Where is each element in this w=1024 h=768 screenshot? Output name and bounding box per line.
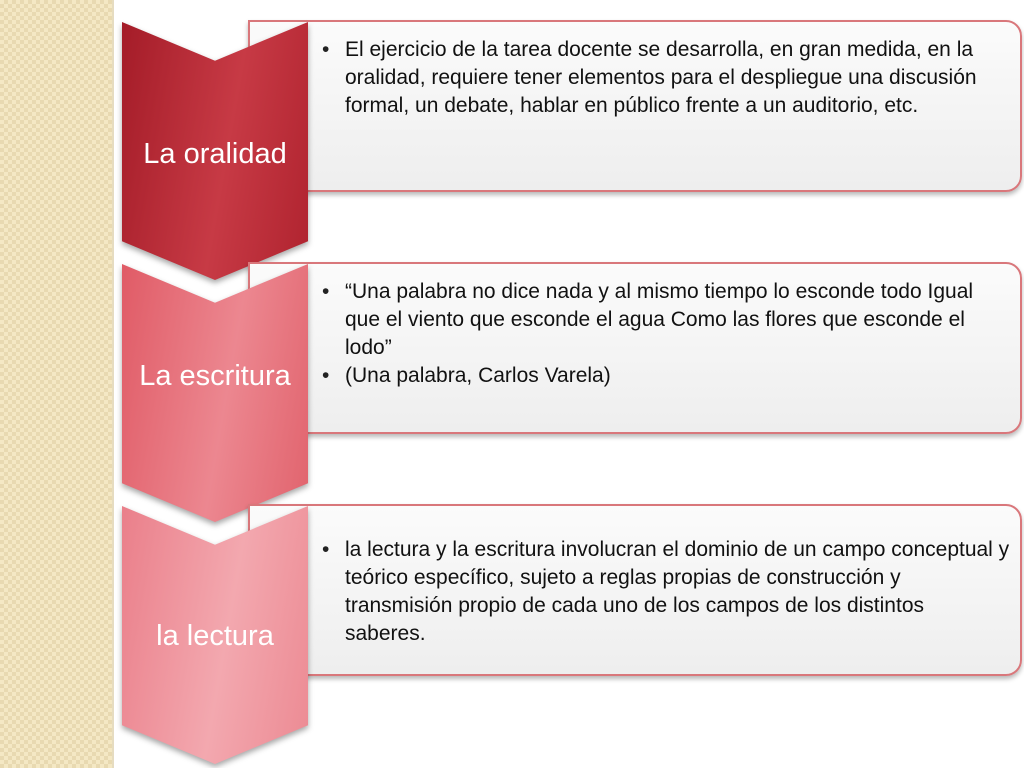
chevron-escritura (122, 264, 308, 522)
bullet-lectura-1: • la lectura y la escritura involucran el dominio de un campo conceptual y teórico específico, sujeto a reglas propias de construcción y transmisión propio de cada uno de los campos de los distintos saberes. (314, 536, 1010, 648)
bullet-list-oralidad (314, 36, 1010, 120)
decorative-side-strip (0, 0, 112, 768)
text-panel-lectura (248, 504, 1022, 676)
bullet-escritura-2: • (Una palabra, Carlos Varela) (314, 362, 1010, 390)
chevron-label-oralidad: La oralidad (143, 138, 287, 170)
chevron-label-escritura: La escritura (139, 360, 291, 392)
bullet-oralidad-1: • El ejercicio de la tarea docente se desarrolla, en gran medida, en la oralidad, requiere tener elementos para el despliegue una discusión formal, un debate, hablar en público frente a un auditorio, etc. (314, 36, 1010, 120)
text-panel-oralidad (248, 20, 1022, 192)
side-divider (112, 0, 114, 768)
bullet-list-escritura (314, 278, 1010, 390)
text-panel-escritura (248, 262, 1022, 434)
chevron-lectura (122, 506, 308, 764)
chevron-label-lectura: la lectura (156, 620, 274, 652)
bullet-escritura-1: • “Una palabra no dice nada y al mismo tiempo lo esconde todo Igual que el viento que esconde el agua Como las flores que esconde el lodo” (314, 278, 1010, 362)
bullet-list-lectura (314, 536, 1010, 648)
chevron-oralidad (122, 22, 308, 280)
